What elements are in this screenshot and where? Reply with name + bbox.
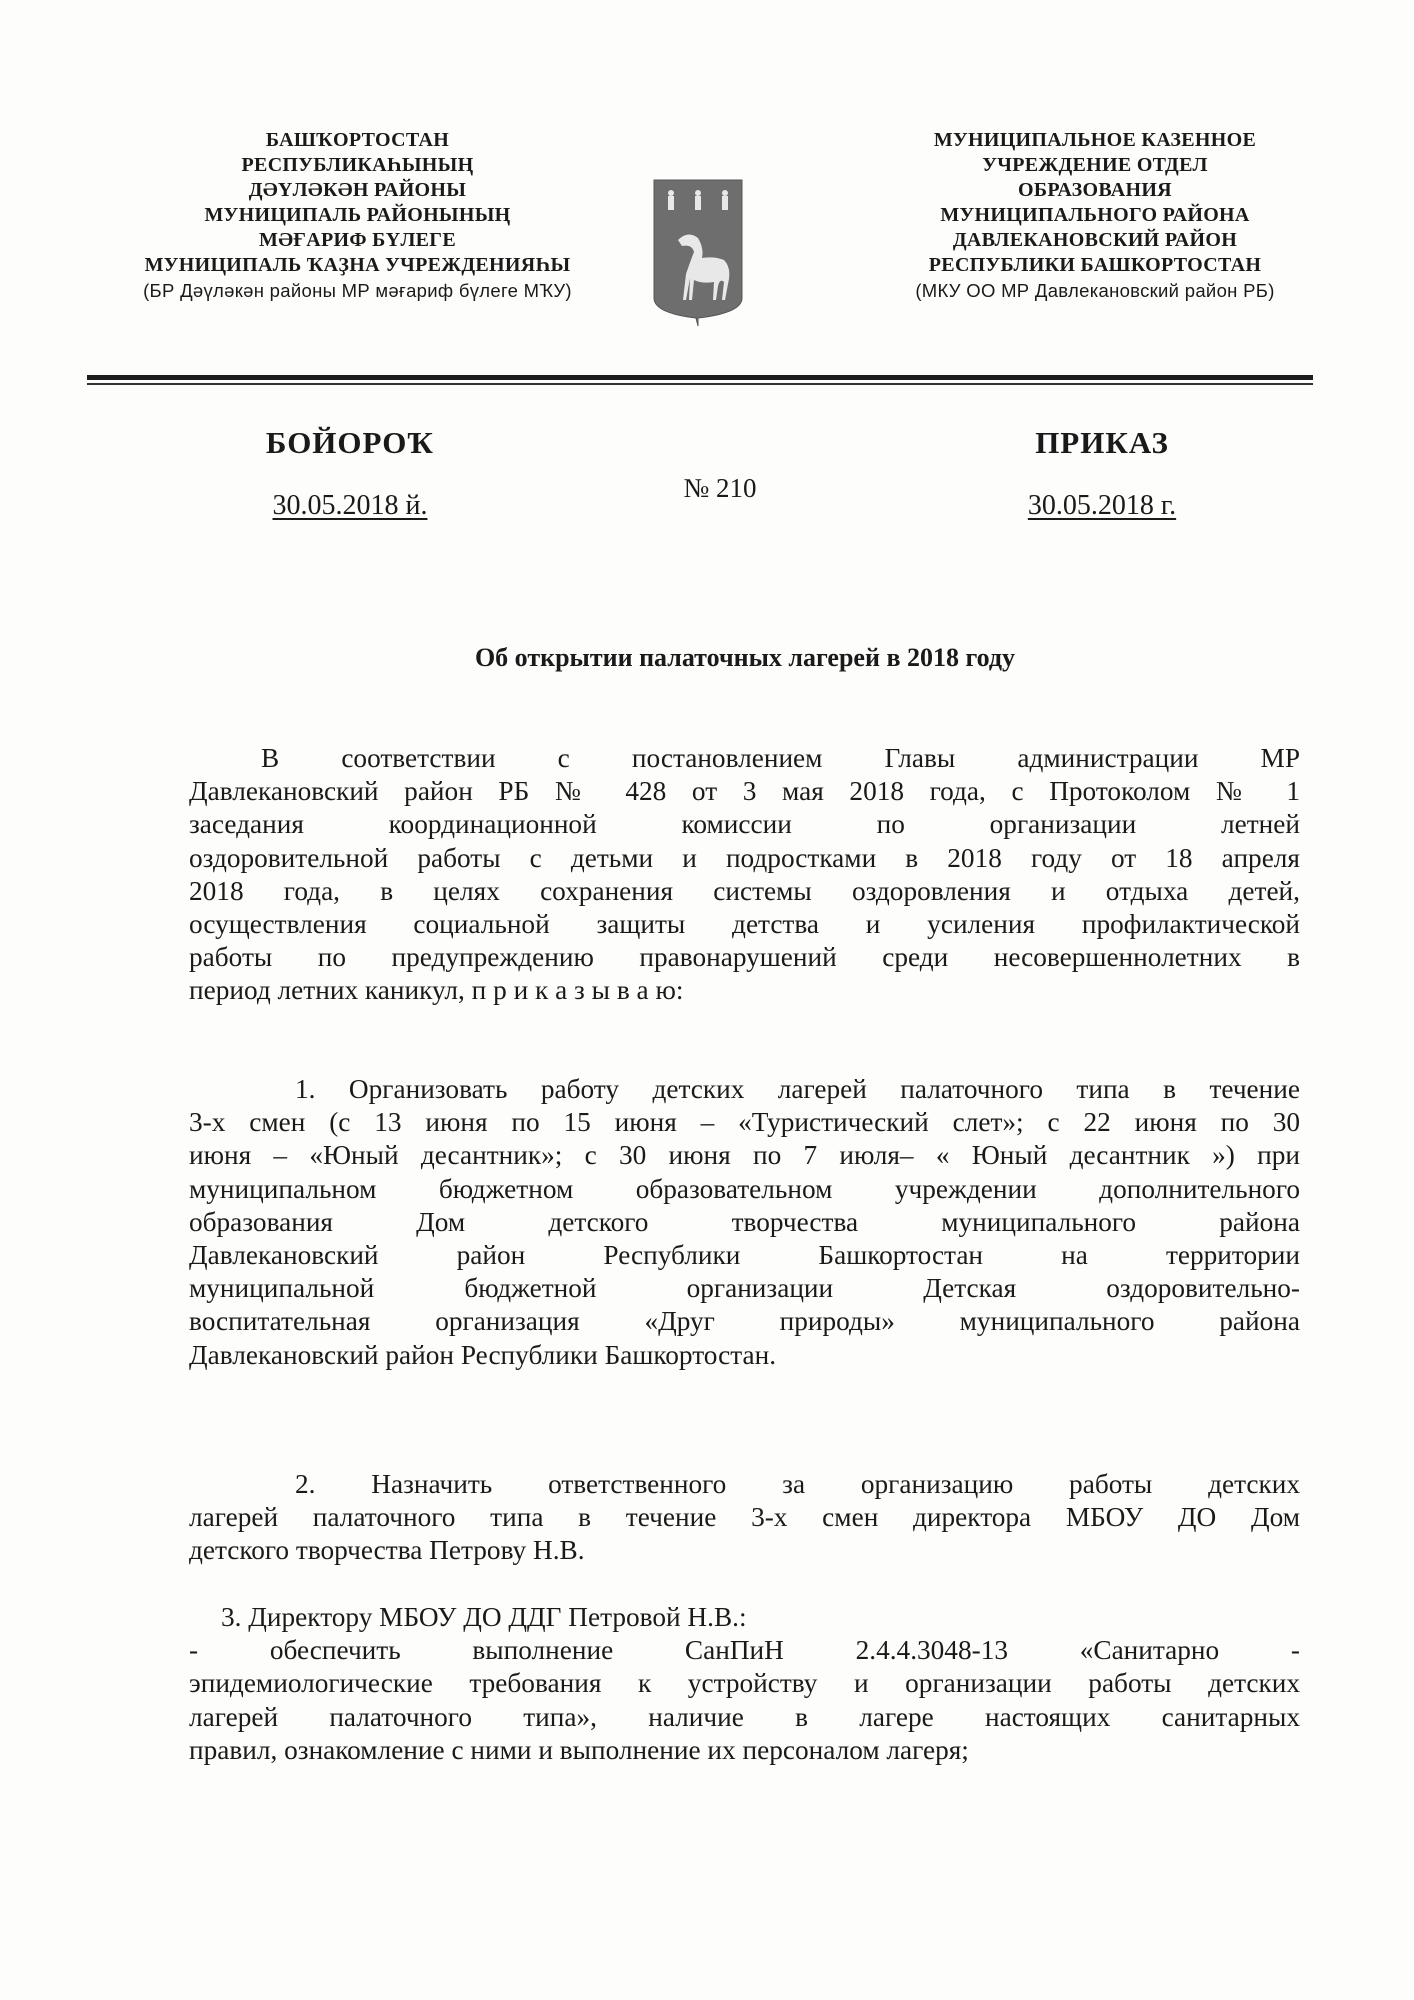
header-line: МУНИЦИПАЛЬНОЕ КАЗЕННОЕ	[933, 129, 1257, 151]
text-line: муниципальной бюджетной организации Детская оздоровительно-	[189, 1273, 1300, 1304]
header-divider-thick	[87, 375, 1313, 380]
text-line: заседания координационной комиссии по организации летней	[189, 809, 1300, 840]
header-abbreviation: (БР Дәүләкән районы МР мәғариф бүлеге МҠУ)	[143, 280, 572, 301]
header-divider-thin	[87, 383, 1313, 385]
text-line: образования Дом детского творчества муниципального района	[189, 1206, 1300, 1237]
text-line: детского творчества Петрову Н.В.	[189, 1535, 585, 1566]
header-line: МУНИЦИПАЛЬ ҠАҘНА УЧРЕЖДЕНИЯҺЫ	[144, 254, 571, 276]
header-line: РЕСПУБЛИКАҺЫНЫҢ	[241, 154, 474, 176]
header-line: БАШҠОРТОСТАН	[265, 129, 450, 151]
text-line: 3. Директору МБОУ ДО ДДГ Петровой Н.В.:	[221, 1602, 747, 1632]
header-line: ДӘҮЛӘКӘН РАЙОНЫ	[248, 179, 467, 201]
doc-date-bashkir: 30.05.2018 й.	[272, 490, 428, 521]
header-line: ДАВЛЕКАНОВСКИЙ РАЙОН	[952, 229, 1238, 251]
text-line: 1. Организовать работу детских лагерей палаточного типа в течение	[295, 1074, 1300, 1104]
text-line: лагерей палаточного типа в течение 3-х смен директора МБОУ ДО Дом	[189, 1502, 1300, 1533]
header-line: РЕСПУБЛИКИ БАШКОРТОСТАН	[928, 254, 1262, 276]
coat-of-arms-horse-icon	[652, 178, 744, 328]
doc-kind-bashkir: БОЙОРОҠ	[265, 425, 435, 460]
header-abbreviation: (МКУ ОО МР Давлекановский район РБ)	[915, 280, 1275, 301]
header-line: МУНИЦИПАЛЬ РАЙОНЫНЫҢ	[204, 204, 511, 226]
text-line: оздоровительной работы с детьми и подростками в 2018 году от 18 апреля	[189, 842, 1300, 873]
doc-date-russian: 30.05.2018 г.	[1027, 490, 1177, 521]
text-line: период летних каникул, п р и к а з ы в а ю:	[189, 975, 684, 1006]
text-line: муниципальном бюджетном образовательном учреждении дополнительного	[189, 1173, 1300, 1204]
header-line: УЧРЕЖДЕНИЕ ОТДЕЛ	[982, 154, 1208, 176]
doc-number: № 210	[683, 473, 757, 503]
text-line: эпидемиологические требования к устройству и организации работы детских	[189, 1668, 1300, 1699]
header-right-russian	[830, 128, 1360, 303]
text-line: Давлекановский район Республики Башкортостан.	[189, 1339, 777, 1370]
text-line: работы по предупреждению правонарушений среди несовершеннолетних в	[189, 942, 1300, 973]
text-line: Давлекановский район Республики Башкортостан на территории	[189, 1239, 1300, 1270]
header-line: МУНИЦИПАЛЬНОГО РАЙОНА	[940, 204, 1250, 226]
header-left-bashkir	[95, 128, 620, 303]
doc-kind-russian: ПРИКАЗ	[1035, 425, 1169, 460]
text-line: 2. Назначить ответственного за организацию работы детских	[295, 1469, 1300, 1499]
text-line: лагерей палаточного типа», наличие в лагере настоящих санитарных	[189, 1701, 1300, 1732]
header-line: ОБРАЗОВАНИЯ	[1018, 179, 1172, 201]
order-item-3	[189, 1601, 1300, 1767]
order-item-1	[189, 1073, 1300, 1372]
preamble-paragraph	[189, 742, 1300, 1008]
text-line: правил, ознакомление с ними и выполнение их персоналом лагеря;	[189, 1734, 969, 1765]
text-line: 2018 года, в целях сохранения системы оздоровления и отдыха детей,	[189, 875, 1300, 906]
header-line: МӘҒАРИФ БҮЛЕГЕ	[259, 229, 456, 251]
order-item-2	[189, 1468, 1300, 1568]
text-line: осуществления социальной защиты детства и усиления профилактической	[189, 908, 1300, 939]
text-line: - обеспечить выполнение СанПиН 2.4.4.3048-13 «Санитарно -	[189, 1635, 1300, 1666]
text-line: воспитательная организация «Друг природы» муниципального района	[189, 1306, 1300, 1337]
text-line: В соответствии с постановлением Главы администрации МР	[261, 743, 1300, 773]
doc-title: Об открытии палаточных лагерей в 2018 году	[474, 643, 1016, 672]
text-line: июня – «Юный десантник»; с 30 июня по 7 июля– « Юный десантник ») при	[189, 1140, 1300, 1171]
text-line: Давлекановский район РБ № 428 от 3 мая 2018 года, с Протоколом № 1	[189, 776, 1300, 807]
text-line: 3-х смен (с 13 июня по 15 июня – «Туристический слет»; с 22 июня по 30	[189, 1107, 1300, 1138]
